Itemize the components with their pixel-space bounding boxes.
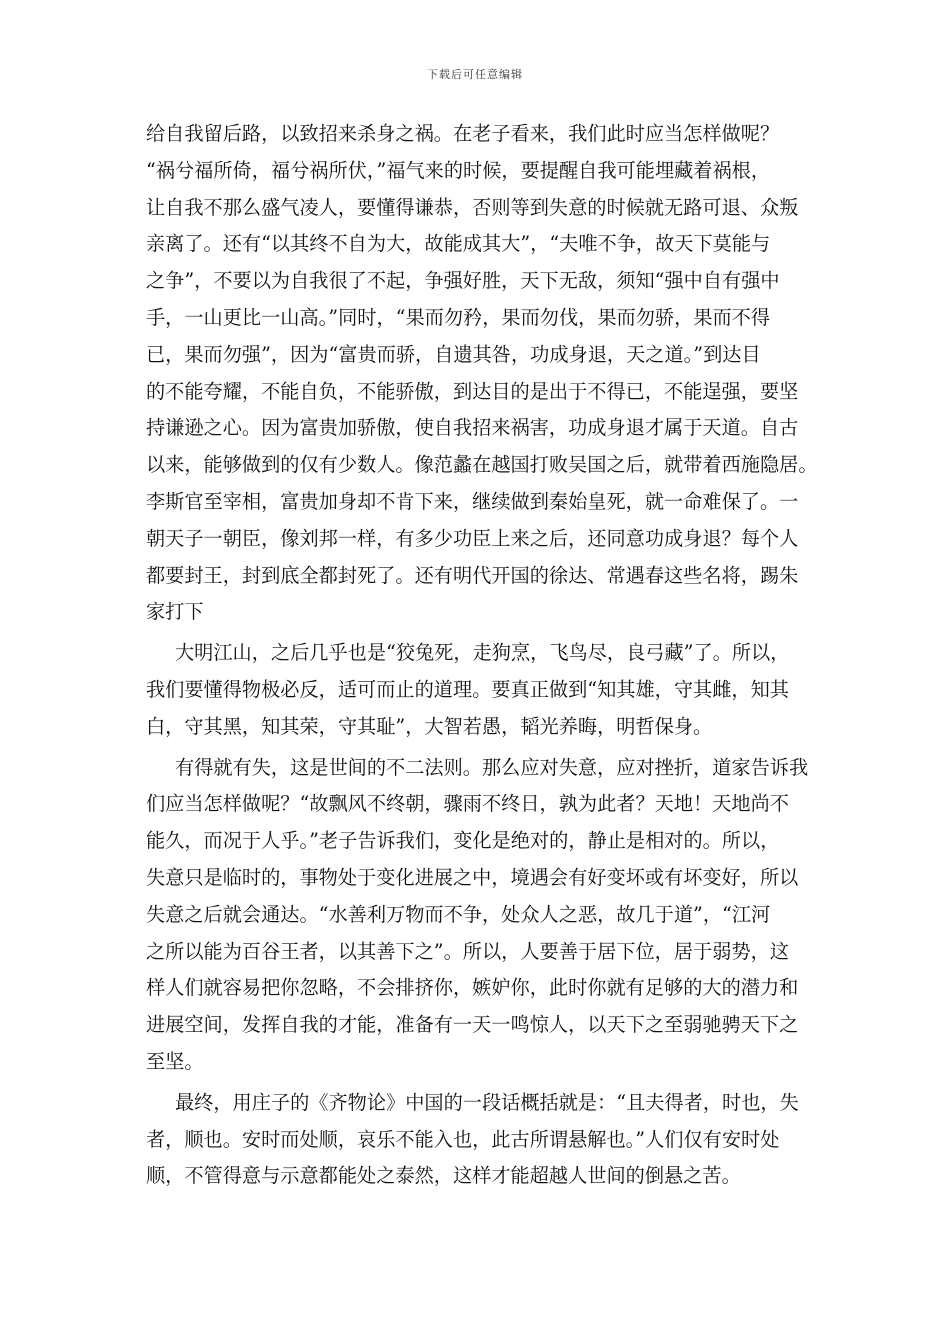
text-line: 之争”，不要以为自我很了不起，争强好胜，天下无敌，须知“强中自有强中 xyxy=(146,269,780,293)
text-line: 让自我不那么盛气凌人，要懂得谦恭，否则等到失意的时候就无路可退、众叛 xyxy=(146,195,799,219)
text-line: 们应当怎样做呢？“故飘风不终朝，骤雨不终日，孰为此者？天地！天地尚不 xyxy=(146,792,789,816)
text-line: 白，守其黑，知其荣，守其耻”，大智若愚，韬光养晦，明哲保身。 xyxy=(146,714,713,738)
text-line: 我们要懂得物极必反，适可而止的道理。要真正做到“知其雄，守其雌，知其 xyxy=(146,677,789,701)
paragraph-1 xyxy=(146,116,818,631)
text-line: 朝天子一朝臣，像刘邦一样，有多少功臣上来之后，还同意功成身退？每个人 xyxy=(146,526,799,550)
text-line: 最终，用庄子的《齐物论》中国的一段话概括就是：“且夫得者，时也，失 xyxy=(175,1090,799,1114)
text-line: 李斯官至宰相，富贵加身却不肯下来，继续做到秦始皇死，就一命难保了。一 xyxy=(146,489,799,513)
text-line: 已，果而勿强”，因为“富贵而骄，自遗其咎，功成身退，天之道。”到达目 xyxy=(146,342,761,366)
text-line: 以来，能够做到的仅有少数人。像范蠡在越国打败吴国之后，就带着西施隐居。 xyxy=(146,453,818,477)
paragraph-2 xyxy=(146,635,806,745)
text-line: 手，一山更比一山高。”同时，“果而勿矜，果而勿伐，果而勿骄，果而不得 xyxy=(146,305,771,329)
text-line: 样人们就容易把你忽略，不会排挤你，嫉妒你，此时你就有足够的大的潜力和 xyxy=(146,976,799,1000)
text-line: 失意之后就会通达。“水善利万物而不争，处众人之恶，故几于道”，“江河 xyxy=(146,902,771,926)
paragraph-3 xyxy=(146,750,809,1081)
text-line: 有得就有失，这是世间的不二法则。那么应对失意，应对挫折，道家告诉我 xyxy=(175,755,809,779)
text-line: 能久，而况于人乎。”老子告诉我们，变化是绝对的，静止是相对的。所以， xyxy=(146,829,780,853)
page-header: 下载后可任意编辑 xyxy=(427,68,523,81)
text-line: 进展空间，发挥自我的才能，准备有一天一鸣惊人，以天下之至弱驰骋天下之 xyxy=(146,1013,799,1037)
paragraph-4 xyxy=(146,1085,806,1195)
text-line: 者，顺也。安时而处顺，哀乐不能入也，此古所谓悬解也。”人们仅有安时处 xyxy=(146,1127,780,1151)
text-line: 失意只是临时的，事物处于变化进展之中，境遇会有好变坏或有坏变好，所以 xyxy=(146,865,799,889)
text-line: 大明江山，之后几乎也是“狡兔死，走狗烹，飞鸟尽，良弓藏”了。所以， xyxy=(175,641,790,665)
text-line: 持谦逊之心。因为富贵加骄傲，使自我招来祸害，功成身退才属于天道。自古 xyxy=(146,416,799,440)
body-text xyxy=(146,116,818,1195)
text-line: 顺，不管得意与示意都能处之泰然，这样才能超越人世间的倒悬之苦。 xyxy=(146,1164,741,1188)
text-line: “祸兮福所倚，福兮祸所伏，”福气来的时候，要提醒自我可能埋藏着祸根， xyxy=(146,158,771,182)
text-line: 给自我留后路，以致招来杀身之祸。在老子看来，我们此时应当怎样做呢？ xyxy=(146,122,780,145)
text-line: 家打下 xyxy=(146,600,204,624)
text-line: 亲离了。还有“以其终不自为大，故能成其大”，“夫唯不争，故天下莫能与 xyxy=(146,232,771,256)
text-line: 至坚。 xyxy=(146,1049,204,1073)
text-line: 的不能夸耀，不能自负，不能骄傲，到达目的是出于不得已，不能逞强，要坚 xyxy=(146,379,799,403)
text-line: 之所以能为百谷王者，以其善下之”。所以，人要善于居下位，居于弱势，这 xyxy=(146,939,789,963)
text-line: 都要封王，封到底全都封死了。还有明代开国的徐达、常遇春这些名将，踢朱 xyxy=(146,563,799,587)
